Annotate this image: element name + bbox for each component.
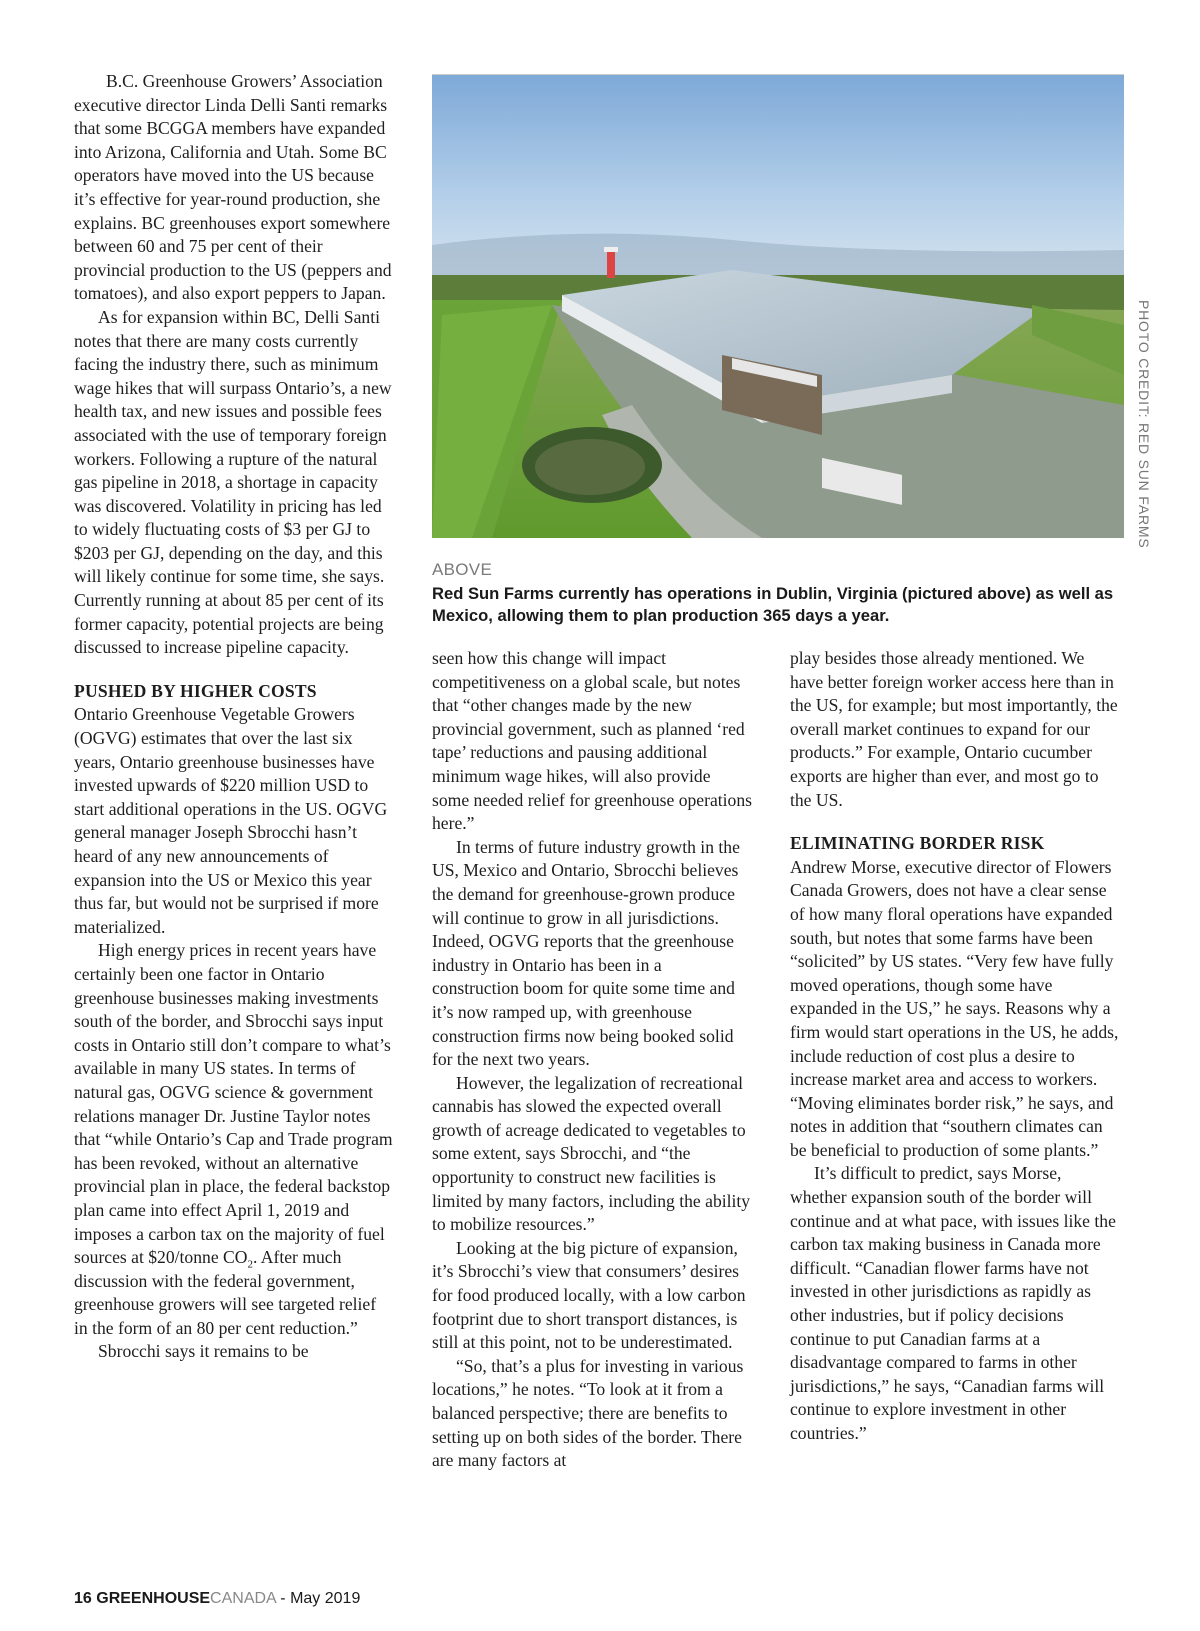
section-heading: PUSHED BY HIGHER COSTS bbox=[74, 680, 317, 701]
magazine-brand-secondary: CANADA bbox=[210, 1590, 276, 1607]
page-footer bbox=[74, 1590, 360, 1608]
caption-text: Red Sun Farms currently has operations in Dublin, Virginia (pictured above) as well as Mexico, allowing them to plan production 365 days a year. bbox=[432, 584, 1114, 625]
page-number: 16 bbox=[74, 1590, 92, 1607]
paragraph: Andrew Morse, executive director of Flowers Canada Growers, does not have a clear sense of how many floral operations have expanded south, but notes that some farms have been “solicited” by US states. “Very few have fully moved operations, though some have expanded in the US,” he says. Reasons why a firm would start operations in the US, he adds, include reduction of cost plus a desire to increase market area and access to workers. “Moving eliminates border risk,” he says, and notes in addition that “southern climates can be beneficial to production of some plants.” bbox=[790, 856, 1119, 1160]
magazine-brand-primary: GREENHOUSE bbox=[96, 1590, 211, 1607]
paragraph: As for expansion within BC, Delli Santi notes that there are many costs currently facing the industry there, such as minimum wage hikes that will surpass Ontario’s, a new health tax, and new issues and possible fees associated with the use of temporary foreign workers. Following a rupture of the natural gas pipeline in 2018, a shortage in capacity was discovered. Volatility in pricing has led to widely fluctuating costs of $3 per GJ to $203 per GJ, depending on the day, and this will likely continue for some time, she says. Currently running at about 85 per cent of its former capacity, potential projects are being discussed to increase pipeline capacity. bbox=[74, 306, 392, 658]
paragraph: play besides those already mentioned. We have better foreign worker access here than in the US, for example; but most importantly, the overall market continues to expand for our products.” For example, Ontario cucumber exports are higher than ever, and most go to the US. bbox=[790, 648, 1118, 810]
section-heading: ELIMINATING BORDER RISK bbox=[790, 833, 1045, 854]
article-column-2 bbox=[432, 647, 752, 1473]
paragraph: Sbrocchi says it remains to be bbox=[98, 1341, 309, 1362]
issue-date: - May 2019 bbox=[280, 1590, 361, 1607]
paragraph: However, the legalization of recreational cannabis has slowed the expected overall growth of acreage dedicated to vegetables to some extent, says Sbrocchi, and “the opportunity to construct new facilities is limited by many factors, including the ability to mobilize resources.” bbox=[432, 1072, 751, 1235]
paragraph: High energy prices in recent years have certainly been one factor in Ontario greenhouse businesses making investments south of the border, and Sbrocchi says input costs in Ontario still don’t compare to what’s available in many US states. In terms of natural gas, OGVG science & government relations manager Dr. Justine Taylor notes that “while Ontario’s Cap and Trade program has been revoked, without an alternative provincial plan in place, the federal backstop plan came into effect April 1, 2019 and imposes a carbon tax on the majority of fuel sources at $20/tonne $CO_2$. After much discussion with the federal government, greenhouse growers will see targeted relief in the form of an 80 per cent reduction.” bbox=[74, 940, 393, 1338]
article-column-3 bbox=[790, 647, 1120, 1446]
paragraph: In terms of future industry growth in the US, Mexico and Ontario, Sbrocchi believes the demand for greenhouse-grown produce will continue to grow in all jurisdictions. Indeed, OGVG reports that the greenhouse industry in Ontario has been in a construction boom for quite some time and it’s now ramped up, with greenhouse construction firms now being booked solid for the next two years. bbox=[432, 836, 740, 1070]
paragraph: It’s difficult to predict, says Morse, whether expansion south of the border will continue and at what pace, with issues like the carbon tax making business in Canada more difficult. “Canadian flower farms have not invested in other jurisdictions as rapidly as other industries, but if policy decisions continue to put Canadian farms at a disadvantage compared to farms in other jurisdictions,” he says, “Canadian farms will continue to explore investment in other countries.” bbox=[790, 1163, 1116, 1443]
paragraph: Looking at the big picture of expansion, it’s Sbrocchi’s view that consumers’ desires for food produced locally, with a low carbon footprint due to short transport distances, is still at this point, not to be underestimated. bbox=[432, 1237, 746, 1353]
caption-label: ABOVE bbox=[432, 560, 493, 579]
paragraph: Ontario Greenhouse Vegetable Growers (OGVG) estimates that over the last six years, Ontario greenhouse businesses have invested upwards of $220 million USD to start additional operations in the US. OGVG general manager Joseph Sbrocchi hasn’t heard of any new announcements of expansion into the US or Mexico this year thus far, but would not be surprised if more materialized. bbox=[74, 704, 388, 937]
paragraph: “So, that’s a plus for investing in various locations,” he notes. “To look at it from a balanced perspective; there are benefits to setting up on both sides of the border. There are many factors at bbox=[432, 1355, 744, 1471]
photo-credit: PHOTO CREDIT: RED SUN FARMS bbox=[1136, 300, 1152, 549]
paragraph: seen how this change will impact competitiveness on a global scale, but notes that “other changes made by the new provincial government, such as planned ‘red tape’ reductions and pausing additional minimum wage hikes, will also provide some needed relief for greenhouse operations here.” bbox=[432, 648, 752, 834]
paragraph: B.C. Greenhouse Growers’ Association executive director Linda Delli Santi remarks that some BCGGA members have expanded into Arizona, California and Utah. Some BC operators have moved into the US because it’s effective for year-round production, she explains. BC greenhouses export somewhere between 60 and 75 per cent of their provincial production to the US (peppers and tomatoes), and also export peppers to Japan. bbox=[74, 71, 392, 304]
greenhouse-aerial-photo bbox=[432, 74, 1124, 538]
article-column-1 bbox=[74, 70, 394, 1364]
